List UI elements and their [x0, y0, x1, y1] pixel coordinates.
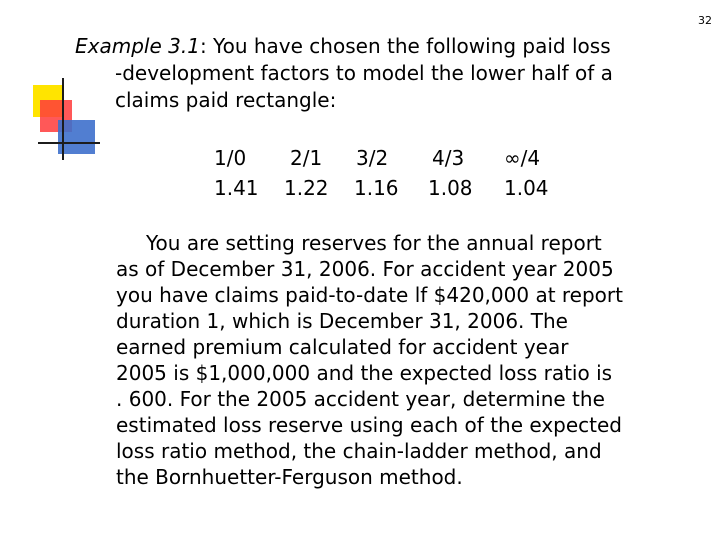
factor-value-5: 1.04	[504, 176, 549, 200]
example-line2: -development factors to model the lower half of a	[115, 61, 613, 85]
blue-square-decoration	[58, 120, 95, 154]
example-intro	[75, 33, 675, 114]
vertical-line-decoration	[62, 78, 64, 160]
factor-header-4: 4/3	[432, 146, 465, 170]
factor-value-4: 1.08	[428, 176, 473, 200]
yellow-square-decoration	[33, 85, 63, 117]
paragraph-line-1: You are setting reserves for the annual report	[146, 231, 602, 255]
problem-paragraph	[116, 230, 676, 490]
example-line1-text: You have chosen the following paid loss	[213, 34, 611, 58]
red-square-decoration	[40, 100, 72, 132]
horizontal-line-decoration	[38, 142, 100, 144]
paragraph-line-9: loss ratio method, the chain-ladder method, and	[116, 439, 602, 463]
paragraph-line-8: estimated loss reserve using each of the expected	[116, 413, 622, 437]
example-line3: claims paid rectangle:	[115, 88, 337, 112]
factor-value-2: 1.22	[284, 176, 329, 200]
paragraph-line-7: . 600. For the 2005 accident year, determine the	[116, 387, 605, 411]
factor-header-5: ∞/4	[504, 146, 541, 170]
paragraph-line-10: the Bornhuetter-Ferguson method.	[116, 465, 463, 489]
factor-value-1: 1.41	[214, 176, 259, 200]
factor-header-3: 3/2	[356, 146, 389, 170]
paragraph-line-4: duration 1, which is December 31, 2006. The	[116, 309, 568, 333]
paragraph-line-6: 2005 is $1,000,000 and the expected loss ratio is	[116, 361, 613, 385]
paragraph-line-2: as of December 31, 2006. For accident year 2005	[116, 257, 614, 281]
example-colon: :	[199, 34, 214, 58]
paragraph-line-5: earned premium calculated for accident year	[116, 335, 569, 359]
factor-value-3: 1.16	[354, 176, 399, 200]
page-number: 32	[698, 14, 712, 27]
factor-header-2: 2/1	[290, 146, 323, 170]
factor-header-1: 1/0	[214, 146, 247, 170]
example-heading-line	[75, 33, 675, 60]
paragraph-line-3: you have claims paid-to-date lf $420,000 at report	[116, 283, 623, 307]
example-label: Example 3.1	[75, 34, 200, 58]
